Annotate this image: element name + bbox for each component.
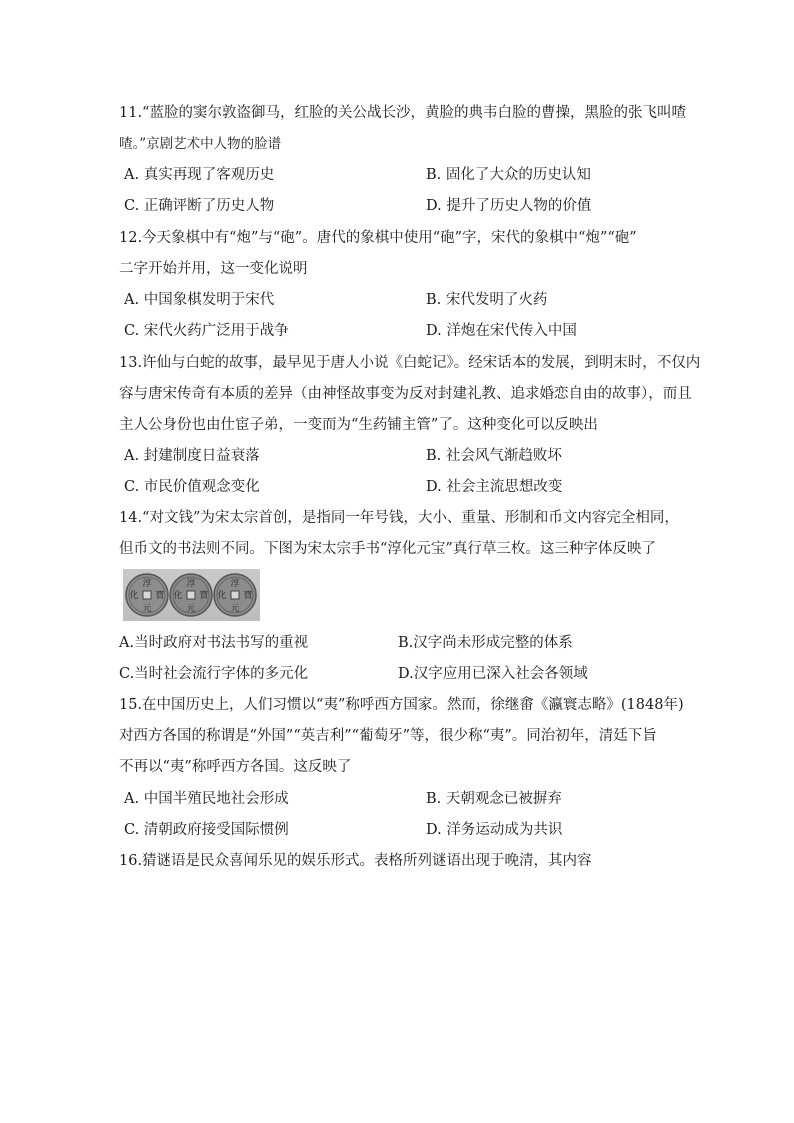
q14-option-a: A.当时政府对书法书写的重视 [119, 635, 309, 651]
coin-1-char-left: 寶 [155, 591, 165, 601]
q15-stem-line2: 对西方各国的称谓是“外国”“英吉利”“葡萄牙”等，很少称“夷”。同治初年，清廷下旨 [119, 728, 657, 744]
q11-stem-line1: 11.“蓝脸的窦尔敦盗御马，红脸的关公战长沙，黄脸的典韦白脸的曹操，黑脸的张飞叫喳 [119, 105, 686, 121]
coin-3 [214, 574, 256, 616]
q12-stem-line2: 二字开始并用，这一变化说明 [119, 261, 308, 277]
q15-option-c: C. 清朝政府接受国际惯例 [124, 822, 289, 838]
coin-2-char-bottom: 元 [186, 604, 196, 614]
coin-1-char-top: 淳 [142, 579, 152, 589]
q14-stem-line1: 14.“对文钱”为宋太宗首创，是指同一年号钱，大小、重量、形制和币文内容完全相同， [119, 510, 679, 526]
q13-option-d: D. 社会主流思想改变 [426, 479, 563, 495]
q11-option-d: D. 提升了历史人物的价值 [426, 198, 592, 214]
coin-3-char-top: 淳 [230, 579, 240, 589]
q11-option-b: B. 固化了大众的历史认知 [426, 167, 591, 183]
q15-option-b: B. 天朝观念已被摒弃 [426, 791, 562, 807]
q14-stem-line2: 但币文的书法则不同。下图为宋太宗手书“淳化元宝”真行草三枚。这三种字体反映了 [119, 541, 656, 557]
q15-option-d: D. 洋务运动成为共识 [426, 822, 563, 838]
coin-2 [170, 574, 212, 616]
q13-stem-line2: 容与唐宋传奇有本质的差异（由神怪故事变为反对封建礼教、追求婚恋自由的故事），而且 [119, 386, 692, 402]
q13-option-b: B. 社会风气渐趋败坏 [426, 448, 562, 464]
q12-option-c: C. 宋代火药广泛用于战争 [124, 323, 289, 339]
q14-option-c: C.当时社会流行字体的多元化 [119, 666, 309, 682]
q12-option-b: B. 宋代发明了火药 [426, 292, 548, 308]
q12-option-d: D. 洋炮在宋代传入中国 [426, 323, 577, 339]
coin-1 [126, 574, 168, 616]
q15-stem-line1: 15.在中国历史上，人们习惯以“夷”称呼西方国家。然而，徐继畬《瀛寰志略》(1848年) [119, 697, 684, 713]
q11-option-a: A. 真实再现了客观历史 [124, 167, 275, 183]
q11-stem-line2: 喳。”京剧艺术中人物的脸谱 [119, 136, 282, 152]
q11-option-c: C. 正确评断了历史人物 [124, 198, 275, 214]
q14-option-d: D.汉字应用已深入社会各领域 [398, 666, 588, 682]
q12-stem-line1: 12.今天象棋中有“炮”与“砲”。唐代的象棋中使用“砲”字，宋代的象棋中“炮”“砲” [119, 230, 637, 246]
coin-3-char-left: 寶 [243, 591, 253, 601]
q13-option-c: C. 市民价值观念变化 [124, 479, 260, 495]
coin-2-char-right: 化 [173, 591, 183, 601]
q16-stem-line1: 16.猜谜语是民众喜闻乐见的娱乐形式。表格所列谜语出现于晚清，其内容 [119, 853, 592, 869]
q13-option-a: A. 封建制度日益衰落 [124, 448, 260, 464]
coin-3-char-bottom: 元 [230, 604, 240, 614]
q13-stem-line3: 主人公身份也由仕宦子弟，一变而为“生药铺主管”了。这种变化可以反映出 [119, 417, 598, 433]
q12-option-a: A. 中国象棋发明于宋代 [124, 292, 275, 308]
q15-stem-line3: 不再以“夷”称呼西方各国。这反映了 [119, 759, 352, 775]
q13-stem-line1: 13.许仙与白蛇的故事，最早见于唐人小说《白蛇记》。经宋话本的发展，到明末时，不仅内 [119, 355, 701, 371]
coin-1-char-right: 化 [129, 591, 139, 601]
coin-2-char-left: 寶 [199, 591, 209, 601]
coins-image [123, 569, 260, 621]
coins-illustration [123, 569, 260, 621]
q14-option-b: B.汉字尚未形成完整的体系 [398, 635, 573, 651]
q15-option-a: A. 中国半殖民地社会形成 [124, 791, 289, 807]
coin-2-char-top: 淳 [186, 579, 196, 589]
coin-1-char-bottom: 元 [142, 604, 152, 614]
coin-3-char-right: 化 [217, 591, 227, 601]
